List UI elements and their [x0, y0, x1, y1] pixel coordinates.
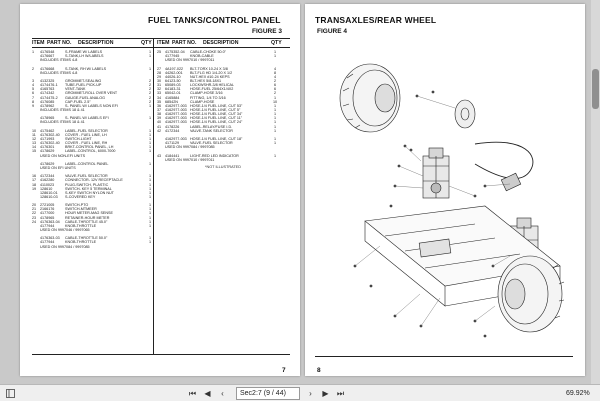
- scrollbar-thumb[interactable]: [592, 69, 599, 109]
- parts-description: BRKT-CONTROL PANEL, LH: [65, 145, 114, 150]
- parts-part-number: 4172344: [40, 174, 55, 179]
- parts-quantity: 1: [148, 50, 152, 54]
- parts-quantity: 1: [148, 178, 152, 183]
- parts-part-number: 4184441: [165, 153, 180, 158]
- parts-quantity: 1: [148, 145, 152, 150]
- parts-description: COVER - FUEL LINE, LH: [65, 132, 107, 137]
- parts-quantity: 1: [273, 153, 277, 158]
- parts-item: 5: [32, 87, 35, 92]
- parts-part-number: 4176301: [40, 145, 55, 150]
- page-number-field[interactable]: Sec2:7 (9 / 44): [236, 387, 300, 400]
- viewer-toolbar: [0, 384, 600, 401]
- parts-description: FITTING, 1/4 TO 3/16: [190, 95, 226, 100]
- parts-part-number: 4177945: [165, 54, 180, 59]
- parts-description: BLT-HEX 5/8-18X1: [190, 78, 222, 83]
- parts-part-number: USED ON 9997046 / 9997065: [40, 228, 90, 233]
- parts-quantity: 1: [148, 236, 152, 241]
- prev-page-icon[interactable]: ◀: [204, 389, 211, 398]
- parts-quantity: 1: [148, 194, 152, 199]
- page-8: [305, 4, 585, 376]
- footer-rule-right: [315, 356, 573, 357]
- figure-label: FIGURE 3: [252, 28, 282, 35]
- parts-part-number: 4174475-2: [40, 95, 58, 100]
- parts-quantity: 1: [273, 50, 277, 54]
- parts-part-number: 4176302-40: [40, 141, 60, 146]
- parts-description: S-TANK,LH W/LABELS: [65, 54, 104, 59]
- parts-item: 12: [32, 136, 37, 141]
- parts-description: S-KEY SWITCH NYLON NUT: [65, 190, 114, 195]
- parts-quantity: 1: [273, 54, 277, 59]
- last-page-icon[interactable]: ⏭: [336, 388, 345, 398]
- parts-description: LIGHT-RED LED INDICATOR: [190, 153, 239, 158]
- parts-part-number: 4165763: [40, 87, 55, 92]
- parts-description: LABEL-CONTROL, 6000-7000: [65, 149, 116, 154]
- parts-part-number: 4178965: [40, 215, 55, 220]
- parts-description: HOSE-1/4 FUEL LINE, CUT 24": [190, 120, 243, 125]
- parts-item: 13: [32, 141, 37, 146]
- parts-item: 18: [32, 182, 37, 187]
- parts-quantity: 1: [273, 128, 277, 133]
- parts-description: BLT-TORX 10-24 X 3/8: [190, 66, 228, 71]
- parts-description: SWITCH-LIGHT: [65, 136, 92, 141]
- parts-description: SWITCH- KEY 5 TERMINAL: [65, 186, 112, 191]
- parts-quantity: 1: [273, 141, 277, 146]
- parts-item: 34: [157, 95, 162, 100]
- parts-quantity: 1: [148, 186, 152, 191]
- parts-description: LABEL-CONTROL PANEL: [65, 161, 109, 166]
- parts-part-number: INCLUDES ITEMS 4-8: [40, 58, 78, 63]
- parts-description: GROMMET-SEALING: [65, 78, 102, 83]
- parts-quantity: 6: [273, 83, 277, 88]
- parts-item: 27: [157, 66, 162, 71]
- parts-part-number: 4162977-003: [165, 120, 187, 125]
- parts-item: 4: [32, 83, 35, 88]
- parts-item: 19: [32, 186, 37, 191]
- parts-item: 42: [157, 128, 162, 133]
- parts-quantity: 4: [273, 74, 277, 79]
- parts-item: 32: [157, 87, 162, 92]
- parts-description: LABEL-RELAY/FUSE I.D.: [190, 124, 233, 129]
- parts-quantity: 2: [273, 78, 277, 83]
- parts-description: LOCKWSHR-3/8 HELICAL: [190, 83, 235, 88]
- parts-quantity: 2: [148, 83, 152, 88]
- parts-quantity: 1: [148, 54, 152, 59]
- parts-list-column-1: [32, 50, 152, 249]
- parts-description: HOSE-1/4 FUEL LINE, CUT 5": [190, 107, 241, 112]
- parts-part-number: 4177944: [40, 240, 55, 245]
- vertical-scrollbar[interactable]: [591, 0, 600, 384]
- parts-part-number: USED ON 9997010 / 9997011: [165, 157, 215, 162]
- header-top-rule: [32, 38, 290, 39]
- parts-description: S- PANEL W/ LABELS EFI: [65, 116, 109, 121]
- parts-part-number: 64123-50: [165, 78, 181, 83]
- parts-part-number: 4165884: [165, 95, 180, 100]
- parts-part-number: 4174342: [40, 91, 55, 96]
- parts-quantity: 8: [273, 70, 277, 75]
- parts-item: 1: [32, 50, 35, 54]
- parts-item: 2: [32, 66, 35, 71]
- parts-item: 29: [157, 74, 162, 79]
- parts-part-number: 4176363-03: [40, 236, 60, 241]
- parts-quantity: 2: [273, 91, 277, 96]
- parts-part-number: 4174476-1: [40, 83, 58, 88]
- parts-quantity: 1: [273, 124, 277, 129]
- parts-description: VALVE-FUEL SELECTOR: [65, 174, 108, 179]
- parts-item: 31: [157, 83, 162, 88]
- parts-item: 39: [157, 116, 162, 121]
- parts-part-number: 4162977-003: [165, 107, 187, 112]
- parts-item: 28: [157, 70, 162, 75]
- parts-quantity: 1: [148, 136, 152, 141]
- parts-quantity: 1: [148, 161, 152, 166]
- parts-description: CABLE-THROTTLE 45.0": [65, 219, 108, 224]
- parts-part-number: 68542N: [165, 99, 178, 104]
- parts-item: 35: [157, 99, 162, 104]
- parts-quantity: 1: [273, 116, 277, 121]
- parts-quantity: 1: [148, 190, 152, 195]
- parts-part-number: USED ON 9997084 / 9997085: [165, 145, 215, 150]
- header-bottom-rule: [32, 47, 290, 48]
- col-header-part-2: PART NO.: [172, 40, 197, 46]
- parts-quantity: 2: [148, 91, 152, 96]
- parts-quantity: 2: [148, 87, 152, 92]
- parts-part-number: 2166176: [40, 207, 55, 212]
- parts-quantity: 1: [148, 215, 152, 220]
- parts-part-number: 128610-01: [40, 190, 58, 195]
- parts-part-number: 65042-01: [165, 91, 181, 96]
- parts-part-number: 4176302-40: [40, 132, 60, 137]
- parts-item: 30: [157, 78, 162, 83]
- parts-part-number: 4175352-04: [165, 50, 185, 54]
- parts-part-number: 4162977-003: [165, 116, 187, 121]
- parts-quantity: 2: [148, 78, 152, 83]
- parts-part-number: INCLUDES ITEMS 18 & 41: [40, 107, 85, 112]
- parts-item: 21: [32, 207, 37, 212]
- parts-description: S- PANEL W/ LABELS NON EFI: [65, 103, 118, 108]
- parts-item: 14: [32, 145, 37, 150]
- col-header-description: DESCRIPTION: [78, 40, 114, 46]
- parts-part-number: 64183-31: [165, 87, 181, 92]
- parts-description: TUBE-FUEL PICK-UP: [65, 83, 102, 88]
- parts-description: HOSE-1/4 FUEL LINE, CUT 11": [190, 116, 243, 121]
- parts-part-number: INCLUDES ITEMS 4-8: [40, 70, 78, 75]
- parts-row: [157, 158, 291, 162]
- parts-part-number: 4177000: [40, 211, 55, 216]
- parts-description: GAUGE-FUEL ANALOG: [65, 95, 106, 100]
- parts-quantity: 1: [148, 182, 152, 187]
- page-number: 7: [282, 367, 286, 374]
- parts-item: 16: [32, 174, 37, 179]
- parts-quantity: 1: [148, 149, 152, 154]
- next-page-icon[interactable]: ▶: [322, 389, 329, 398]
- parts-description: HOUR METER-MAG SENSE: [65, 211, 113, 216]
- parts-description: LABEL-FUEL SELECTOR: [65, 128, 108, 133]
- col-header-item: ITEM: [32, 40, 45, 46]
- parts-part-number: 4175462: [40, 128, 55, 133]
- parts-quantity: 1: [148, 103, 152, 108]
- parts-quantity: 6: [273, 87, 277, 92]
- parts-description: RETAINER-HOUR METER: [65, 215, 110, 220]
- col-header-part: PART NO.: [47, 40, 72, 46]
- parts-description: HOSE-1/4 FUEL LINE, CUT 34": [190, 112, 243, 117]
- parts-description: BLT-FLG HD 1/4-20 X 1/2: [190, 70, 233, 75]
- parts-quantity: 1: [273, 120, 277, 125]
- page-number-right: 8: [317, 367, 321, 374]
- parts-item: 20: [32, 203, 37, 208]
- parts-description: S-COVERED KEY: [65, 194, 96, 199]
- parts-part-number: 4162977-003: [165, 136, 187, 141]
- parts-quantity: 1: [148, 240, 152, 245]
- parts-quantity: 1: [148, 211, 152, 216]
- parts-quantity: 2: [148, 95, 152, 100]
- parts-part-number: USED ON 9997010 / 9997011: [165, 58, 215, 63]
- parts-item: 23: [32, 215, 37, 220]
- parts-part-number: 4162977-003: [165, 103, 187, 108]
- parts-item: 15: [32, 149, 37, 154]
- parts-item: 25: [157, 50, 162, 54]
- parts-item: 7: [32, 95, 35, 100]
- parts-description: KNOB-THROTTLE: [65, 223, 97, 228]
- parts-item: 8: [32, 99, 35, 104]
- parts-part-number: 4178629: [40, 161, 55, 166]
- parts-item: 38: [157, 112, 162, 117]
- first-page-icon[interactable]: ⏮: [188, 388, 197, 398]
- parts-item: 11: [32, 132, 36, 137]
- forward-icon[interactable]: ›: [309, 389, 312, 398]
- parts-item: 17: [32, 178, 37, 183]
- parts-description: CLAMP-HOSE: [190, 99, 215, 104]
- parts-quantity: 1: [148, 128, 152, 133]
- parts-quantity: 1: [273, 95, 277, 100]
- parts-part-number: 4172344: [165, 128, 180, 133]
- parts-description: CABLE-CHOKE 50.0": [190, 50, 226, 54]
- parts-item: 22: [32, 211, 37, 216]
- footer-rule: [32, 354, 290, 355]
- parts-item: 6: [32, 91, 35, 96]
- sidebar-toggle-icon[interactable]: [4, 387, 17, 400]
- parts-part-number: 4171993: [40, 136, 55, 141]
- parts-quantity: 1: [273, 107, 277, 112]
- parts-quantity: 1: [148, 207, 152, 212]
- page-7: [20, 4, 300, 376]
- parts-item: 36: [157, 103, 162, 108]
- parts-description: HOSE-FUEL 25/64X1/4X2: [190, 87, 234, 92]
- parts-quantity: 2: [148, 99, 152, 104]
- parts-quantity: 1: [148, 203, 152, 208]
- parts-part-number: 4176667: [40, 54, 55, 59]
- parts-part-number: 4176085: [40, 99, 55, 104]
- parts-part-number: 2721005: [40, 203, 55, 208]
- parts-part-number: 128610: [40, 186, 53, 191]
- parts-description: CLAMP-HOSE 3/16: [190, 91, 223, 96]
- col-header-qty-2: QTY: [271, 40, 282, 46]
- parts-item: 41: [157, 124, 162, 129]
- parts-part-number: USED ON NON-EFI UNITS: [40, 153, 86, 158]
- parts-row: [32, 245, 152, 249]
- zoom-level[interactable]: 69.92%: [566, 390, 590, 397]
- parts-description: SWITCH-PTO: [65, 203, 89, 208]
- parts-item: 37: [157, 107, 162, 112]
- parts-description: VALVE-TANK SELECTOR: [190, 128, 233, 133]
- parts-description: VENT-TANK: [65, 87, 86, 92]
- parts-part-number: 65089-03: [165, 83, 181, 88]
- parts-part-number: 44262-001: [165, 70, 183, 75]
- page-title-right: TRANSAXLES/REAR WHEEL: [315, 15, 437, 25]
- parts-part-number: 4171129: [165, 141, 180, 146]
- parts-part-number: 4A197-022: [165, 66, 184, 71]
- parts-item: 40: [157, 120, 162, 125]
- rear-tire-left: [340, 64, 400, 132]
- rear-tire-right: [498, 256, 564, 332]
- parts-part-number: 4178629: [40, 149, 55, 154]
- parts-part-number: 128610-03: [40, 194, 58, 199]
- parts-part-number: 4178965: [40, 116, 55, 121]
- parts-description: NUT-HEX #10-24 KEPS: [190, 74, 230, 79]
- parts-description: HOSE-1/4 FUEL LINE, CUT 53": [190, 103, 243, 108]
- parts-quantity: 1: [148, 141, 152, 146]
- parts-description: S-FRAME W/ LABELS: [65, 50, 103, 54]
- not-illustrated-note: *NOT ILLUSTRATED: [205, 165, 241, 169]
- parts-description: HOSE-1/4 FUEL LINE, CUT 18": [190, 136, 243, 141]
- parts-item: 43: [157, 153, 162, 158]
- parts-quantity: 1: [148, 132, 152, 137]
- transaxle-exploded-diagram: [325, 36, 580, 351]
- parts-item: 10: [32, 128, 37, 133]
- col-header-qty: QTY: [141, 40, 152, 46]
- parts-item: 3: [32, 78, 35, 83]
- parts-quantity: 1: [273, 103, 277, 108]
- parts-part-number: USED ON EFI UNITS: [40, 165, 76, 170]
- parts-part-number: 4110023: [40, 182, 55, 187]
- parts-part-number: 4177944: [40, 223, 55, 228]
- parts-description: GROMMET-ROLL OVER VENT: [65, 91, 118, 96]
- parts-quantity: 4: [273, 66, 277, 71]
- parts-quantity: 1: [148, 219, 152, 224]
- parts-list-column-2: [157, 50, 291, 162]
- parts-part-number: 4162280: [40, 178, 55, 183]
- parts-item: 33: [157, 91, 162, 96]
- parts-quantity: 10: [272, 99, 278, 104]
- parts-quantity: 1: [273, 112, 277, 117]
- parts-quantity: 1: [148, 174, 152, 179]
- back-icon[interactable]: ‹: [221, 389, 224, 398]
- parts-description: S-TANK, RH W/ LABELS: [65, 66, 107, 71]
- parts-item: 24: [32, 219, 37, 224]
- parts-part-number: 4176363-04: [40, 219, 60, 224]
- parts-item: 9: [32, 103, 35, 108]
- parts-description: CONNECTOR- 12V RECEPTACLE: [65, 178, 123, 183]
- transaxle-left: [423, 148, 449, 198]
- parts-part-number: INCLUDES ITEMS 18 & 41: [40, 120, 85, 125]
- parts-quantity: 1: [273, 136, 277, 141]
- parts-description: VALVE-FUEL SELECTOR: [190, 141, 233, 146]
- col-header-description-2: DESCRIPTION: [203, 40, 239, 46]
- parts-part-number: 4178226: [165, 124, 180, 129]
- parts-description: CAP-FUEL 2.5": [65, 99, 91, 104]
- figure-label-right: FIGURE 4: [317, 28, 347, 35]
- parts-part-number: 4178962: [40, 103, 55, 108]
- parts-quantity: 1: [148, 116, 152, 121]
- parts-part-number: 4176668: [40, 66, 55, 71]
- page-title: FUEL TANKS/CONTROL PANEL: [148, 15, 281, 25]
- parts-quantity: 1: [148, 223, 152, 228]
- col-header-item-2: ITEM: [157, 40, 170, 46]
- parts-part-number: 4162977-003: [165, 112, 187, 117]
- parts-part-number: 4176548: [40, 50, 55, 54]
- parts-description: SWITCH-MTMEER: [65, 207, 97, 212]
- parts-description: KNOB-THROTTLE: [65, 240, 97, 245]
- parts-quantity: 1: [148, 66, 152, 71]
- parts-part-number: 44026-10: [165, 74, 181, 79]
- parts-description: PLUG-SWITCH, PLASTIC: [65, 182, 109, 187]
- parts-description: CABLE-THROTTLE 50.0": [65, 236, 108, 241]
- parts-description: COVER - FUEL LINE, RH: [65, 141, 108, 146]
- parts-part-number: 4132325: [40, 78, 55, 83]
- parts-part-number: USED ON 9997084 / 9997085: [40, 244, 90, 249]
- parts-description: KNOB-CABLE: [190, 54, 214, 59]
